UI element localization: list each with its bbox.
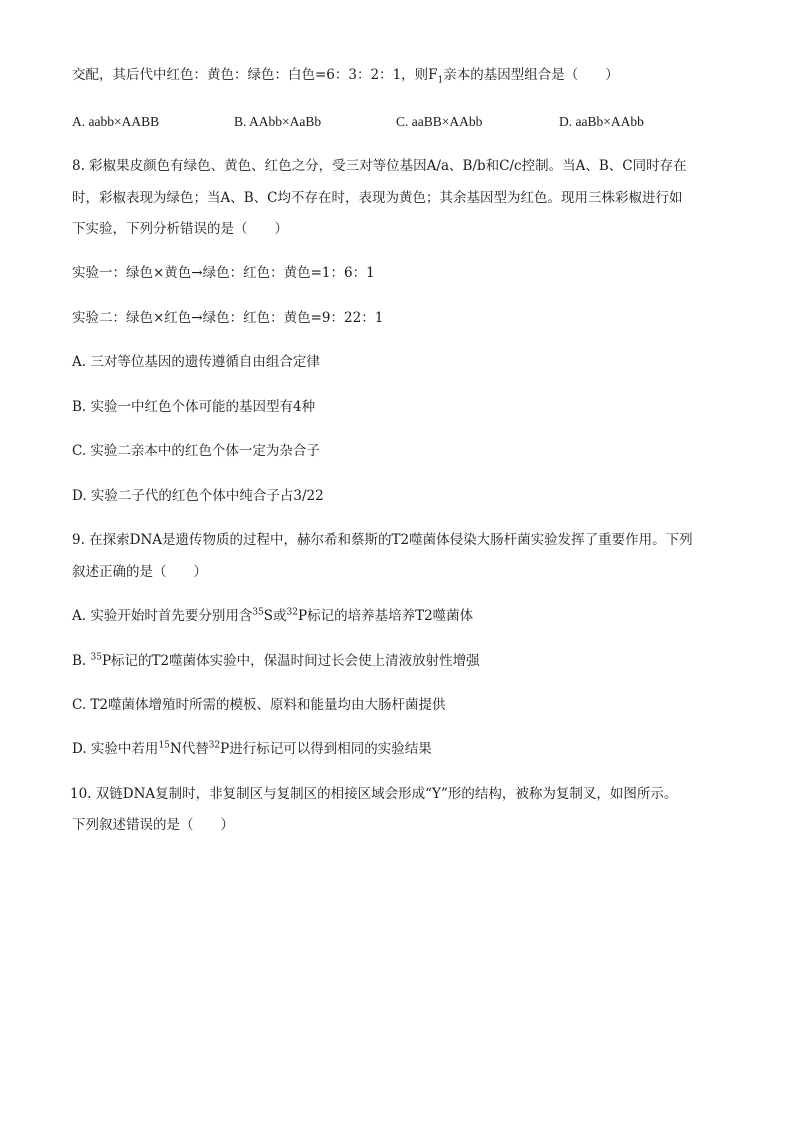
q8-option-b[interactable]: B. 实验一中红色个体可能的基因型有4种 [72,399,316,415]
q8-option-a[interactable]: A. 三对等位基因的遗传遵循自由组合定律 [72,354,320,370]
q9-option-b-text: B. [72,653,91,669]
q7-stem-line [72,66,619,84]
q9-option-d-text: N代替 [169,741,209,757]
q7-option-a[interactable]: A. aabb×AABB [72,114,160,129]
q9-option-a-text: A. 实验开始时首先要分别用含 [72,608,253,624]
q7-option-b[interactable]: B. AAbb×AaBb [234,114,322,129]
q9-stem-line-2: 叙述正确的是（ ） [72,564,207,580]
q9-option-d-text: D. 实验中若用 [72,741,159,757]
q10-stem-line-1: 10. 双链DNA复制时，非复制区与复制区的相接区域会形成“Y”形的结构，被称为复制叉，如图所示。 [70,786,678,802]
isotope-superscript: 35 [252,607,264,618]
q9-option-c[interactable]: C. T2噬菌体增殖时所需的模板、原料和能量均由大肠杆菌提供 [72,697,446,713]
isotope-superscript: 32 [208,740,221,751]
q7-option-d[interactable]: D. aaBb×AAbb [559,114,644,129]
q7-stem-text-end: 亲本的基因型组合是（ ） [443,67,619,83]
q7-subscript: 1 [437,75,444,86]
q9-option-b-text: P标记的T2噬菌体实验中，保温时间过长会使上清液放射性增强 [101,653,480,669]
q7-stem-text: 交配，其后代中红色：黄色：绿色：白色=6：3：2：1，则F [72,67,438,83]
q8-stem-line-1: 8. 彩椒果皮颜色有绿色、黄色、红色之分，受三对等位基因A/a、B/b和C/c控制。当A、B、C同时存在 [72,158,687,174]
q8-experiment-2: 实验二：绿色×红色→绿色：红色：黄色=9：22：1 [72,310,384,326]
q8-option-c[interactable]: C. 实验二亲本中的红色个体一定为杂合子 [72,443,320,459]
isotope-superscript: 15 [158,740,170,751]
q9-option-d[interactable] [72,740,432,758]
isotope-superscript: 35 [90,652,102,663]
isotope-superscript: 32 [286,607,298,618]
q8-experiment-1: 实验一：绿色×黄色→绿色：红色：黄色=1：6：1 [72,265,375,281]
q9-option-d-text: P进行标记可以得到相同的实验结果 [220,741,432,757]
q9-option-a[interactable] [72,607,473,625]
q9-option-a-text: S或 [263,608,287,624]
q8-stem-line-2: 时，彩椒表现为绿色；当A、B、C均不存在时，表现为黄色；其余基因型为红色。现用三株彩椒进行如 [72,190,683,206]
q9-stem-line-1: 9. 在探索DNA是遗传物质的过程中，赫尔希和蔡斯的T2噬菌体侵染大肠杆菌实验发挥了重要作用。下列 [72,532,693,548]
q10-stem-line-2: 下列叙述错误的是（ ） [72,817,234,833]
q8-option-d[interactable]: D. 实验二子代的红色个体中纯合子占3/22 [72,488,324,504]
q7-options [72,113,732,131]
q7-option-c[interactable]: C. aaBB×AAbb [396,114,483,129]
q8-stem-line-3: 下实验，下列分析错误的是（ ） [72,221,288,237]
q9-option-b[interactable] [72,652,480,670]
q9-option-a-text: P标记的培养基培养T2噬菌体 [298,608,474,624]
